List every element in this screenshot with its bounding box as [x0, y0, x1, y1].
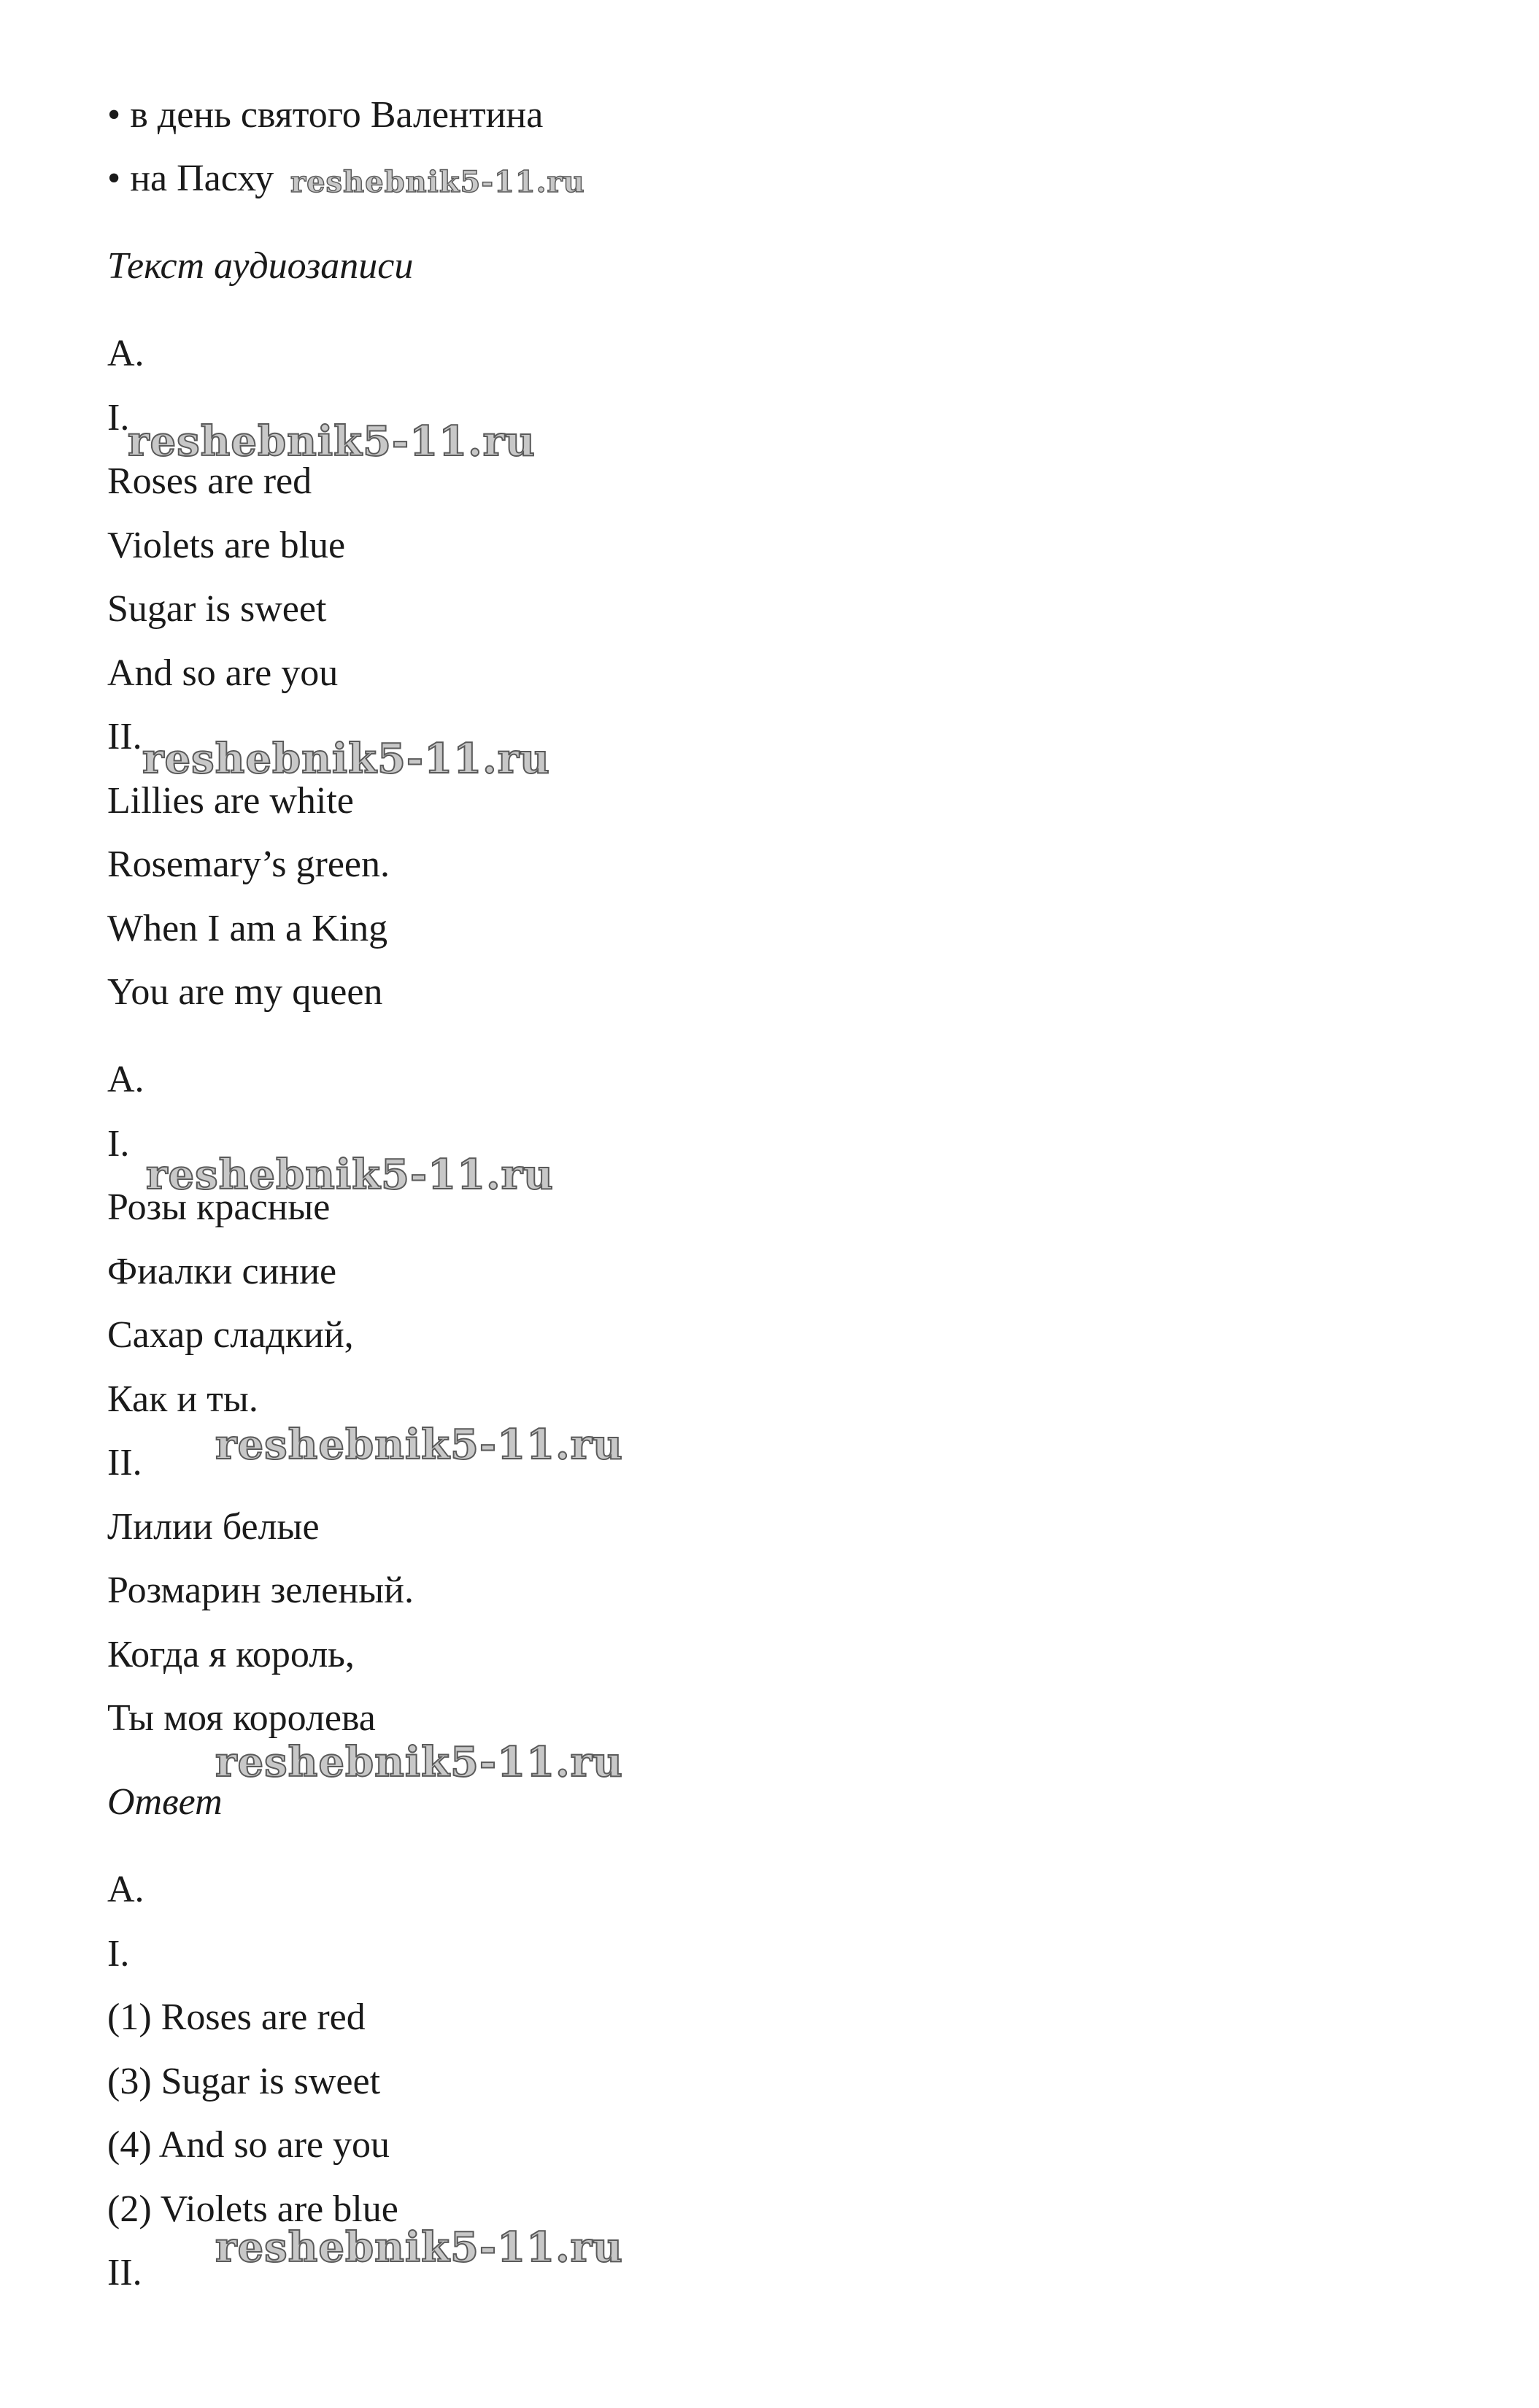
audio-text-heading: Текст аудиозаписи — [107, 245, 414, 287]
part-number: I. — [107, 1933, 130, 1975]
watermark: reshebnik5-11.ru — [128, 417, 536, 466]
answer-line: (3) Sugar is sweet — [107, 2061, 381, 2102]
section-label: A. — [107, 333, 144, 374]
section-label: A. — [107, 1059, 144, 1100]
poem-line: And so are you — [107, 652, 339, 694]
watermark: reshebnik5-11.ru — [290, 165, 585, 199]
watermark: reshebnik5-11.ru — [215, 1421, 623, 1469]
section-label: A. — [107, 1869, 144, 1910]
bullet-easter: • на Пасху — [107, 158, 274, 199]
part-number: I. — [107, 397, 130, 439]
poem-line: Когда я король, — [107, 1634, 355, 1675]
part-number: II. — [107, 1442, 142, 1483]
watermark: reshebnik5-11.ru — [215, 1738, 623, 1786]
poem-line: Violets are blue — [107, 525, 346, 566]
bullet-valentine: • в день святого Валентина — [107, 94, 544, 136]
poem-line: You are my queen — [107, 971, 383, 1013]
answer-line: (4) And so are you — [107, 2124, 390, 2166]
watermark: reshebnik5-11.ru — [215, 2223, 623, 2272]
answer-heading: Ответ — [107, 1781, 223, 1823]
answer-line: (2) Violets are blue — [107, 2188, 398, 2230]
poem-line: Roses are red — [107, 460, 312, 502]
poem-line: Sugar is sweet — [107, 588, 327, 630]
poem-line: Как и ты. — [107, 1378, 258, 1420]
poem-line: Розмарин зеленый. — [107, 1570, 414, 1611]
poem-line: Лилии белые — [107, 1506, 320, 1548]
answer-line: (1) Roses are red — [107, 1996, 366, 2038]
poem-line: Сахар сладкий, — [107, 1314, 354, 1356]
watermark: reshebnik5-11.ru — [146, 1151, 554, 1199]
part-number: I. — [107, 1123, 130, 1165]
poem-line: Фиалки синие — [107, 1251, 337, 1292]
part-number: II. — [107, 716, 142, 757]
poem-line: When I am a King — [107, 908, 388, 949]
poem-line: Ты моя королева — [107, 1697, 376, 1739]
poem-line: Lillies are white — [107, 780, 354, 822]
watermark: reshebnik5-11.ru — [142, 735, 550, 783]
poem-line: Розы красные — [107, 1186, 331, 1228]
part-number: II. — [107, 2252, 142, 2293]
poem-line: Rosemary’s green. — [107, 844, 390, 885]
